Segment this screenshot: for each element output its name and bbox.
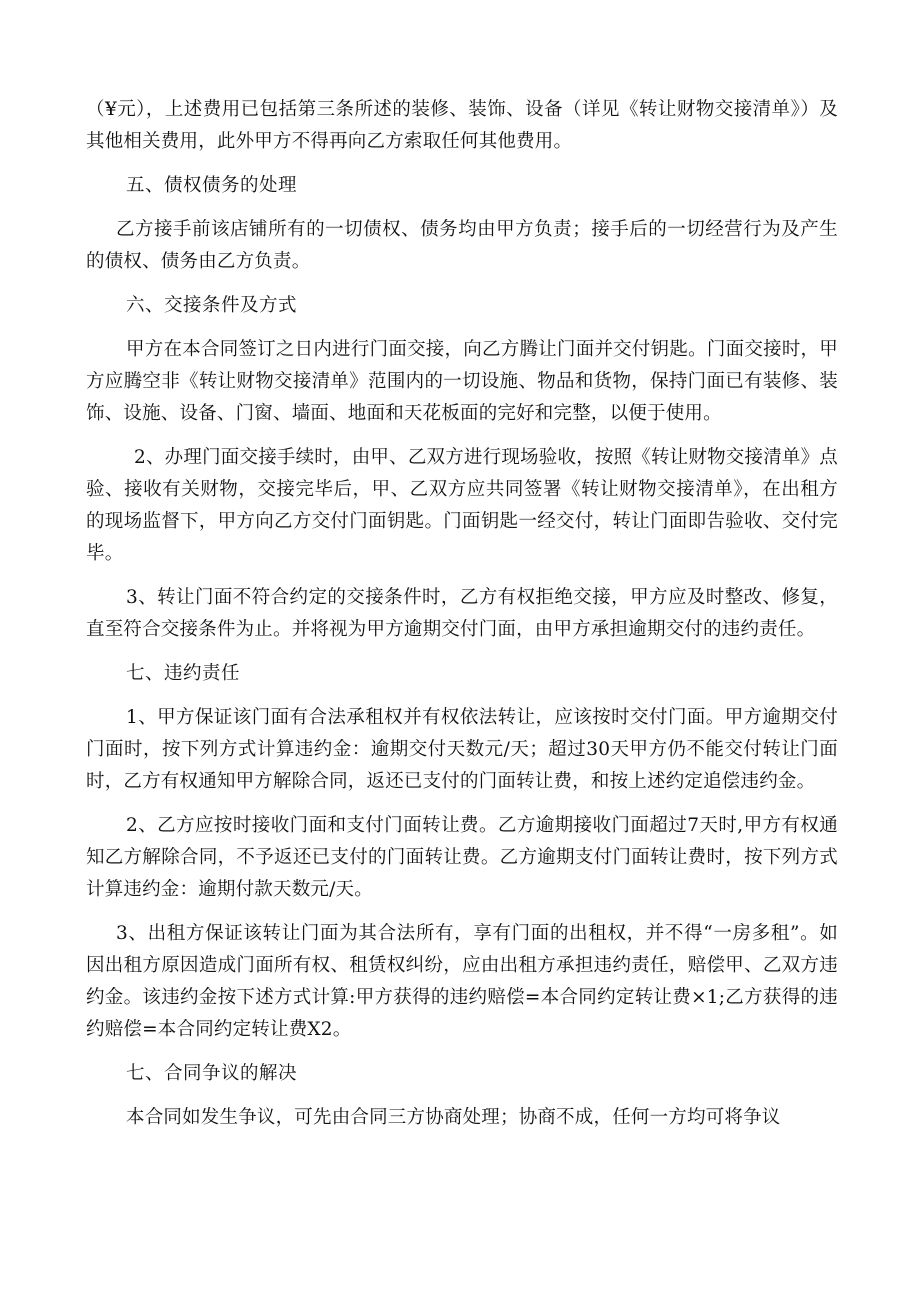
section-heading-liability: 七、违约责任 — [126, 663, 241, 684]
paragraph-debts: 乙方接手前该店铺所有的一切债权、债务均由甲方负责；接手后的一切经营行为及产生的债权、债务由乙方负责。 — [86, 219, 838, 272]
section-heading-debts: 五、债权债务的处理 — [126, 175, 298, 196]
paragraph-fee-summary: （¥元），上述费用已包括第三条所述的装修、装饰、设备（详见《转让财物交接清单》）及其他相关费用，此外甲方不得再向乙方索取任何其他费用。 — [86, 99, 838, 152]
document-body — [86, 94, 838, 1146]
paragraph-handover-2: 2、办理门面交接手续时，由甲、乙双方进行现场验收，按照《转让财物交接清单》点验、接收有关财物，交接完毕后，甲、乙双方应共同签署《转让财物交接清单》，在出租方的现场监督下，甲方向乙方交付门面钥匙。门面钥匙一经交付，转让门面即告验收、交付完毕。 — [86, 447, 838, 564]
paragraph-liability-2: 2、乙方应按时接收门面和支付门面转让费。乙方逾期接收门面超过7天时,甲方有权通知乙方解除合同，不予返还已支付的门面转让费。乙方逾期支付门面转让费时，按下列方式计算违约金：逾期付款天数元/天。 — [86, 815, 838, 900]
paragraph-liability-1: 1、甲方保证该门面有合法承租权并有权依法转让，应该按时交付门面。甲方逾期交付门面时，按下列方式计算违约金：逾期交付天数元/天；超过30天甲方仍不能交付转让门面时，乙方有权通知甲方解除合同，返还已支付的门面转让费，和按上述约定追偿违约金。 — [86, 707, 838, 792]
paragraph-handover-3: 3、转让门面不符合约定的交接条件时，乙方有权拒绝交接，甲方应及时整改、修复，直至符合交接条件为止。并将视为甲方逾期交付门面，由甲方承担逾期交付的违约责任。 — [86, 587, 838, 640]
paragraph-liability-3: 3、出租方保证该转让门面为其合法所有，享有门面的出租权，并不得“一房多租”。如因出租方原因造成门面所有权、租赁权纠纷，应由出租方承担违约责任，赔偿甲、乙双方违约金。该违约金按下述方式计算:甲方获得的违约赔偿=本合同约定转让费×1;乙方获得的违约赔偿=本合同约定转让费X2。 — [86, 923, 838, 1040]
paragraph-disputes: 本合同如发生争议，可先由合同三方协商处理；协商不成，任何一方均可将争议 — [126, 1107, 781, 1128]
section-heading-disputes: 七、合同争议的解决 — [126, 1063, 298, 1084]
paragraph-handover-1: 甲方在本合同签订之日内进行门面交接，向乙方腾让门面并交付钥匙。门面交接时，甲方应腾空非《转让财物交接清单》范围内的一切设施、物品和货物，保持门面已有装修、装饰、设施、设备、门窗、墙面、地面和天花板面的完好和完整，以便于使用。 — [86, 339, 838, 424]
section-heading-handover: 六、交接条件及方式 — [126, 295, 298, 316]
